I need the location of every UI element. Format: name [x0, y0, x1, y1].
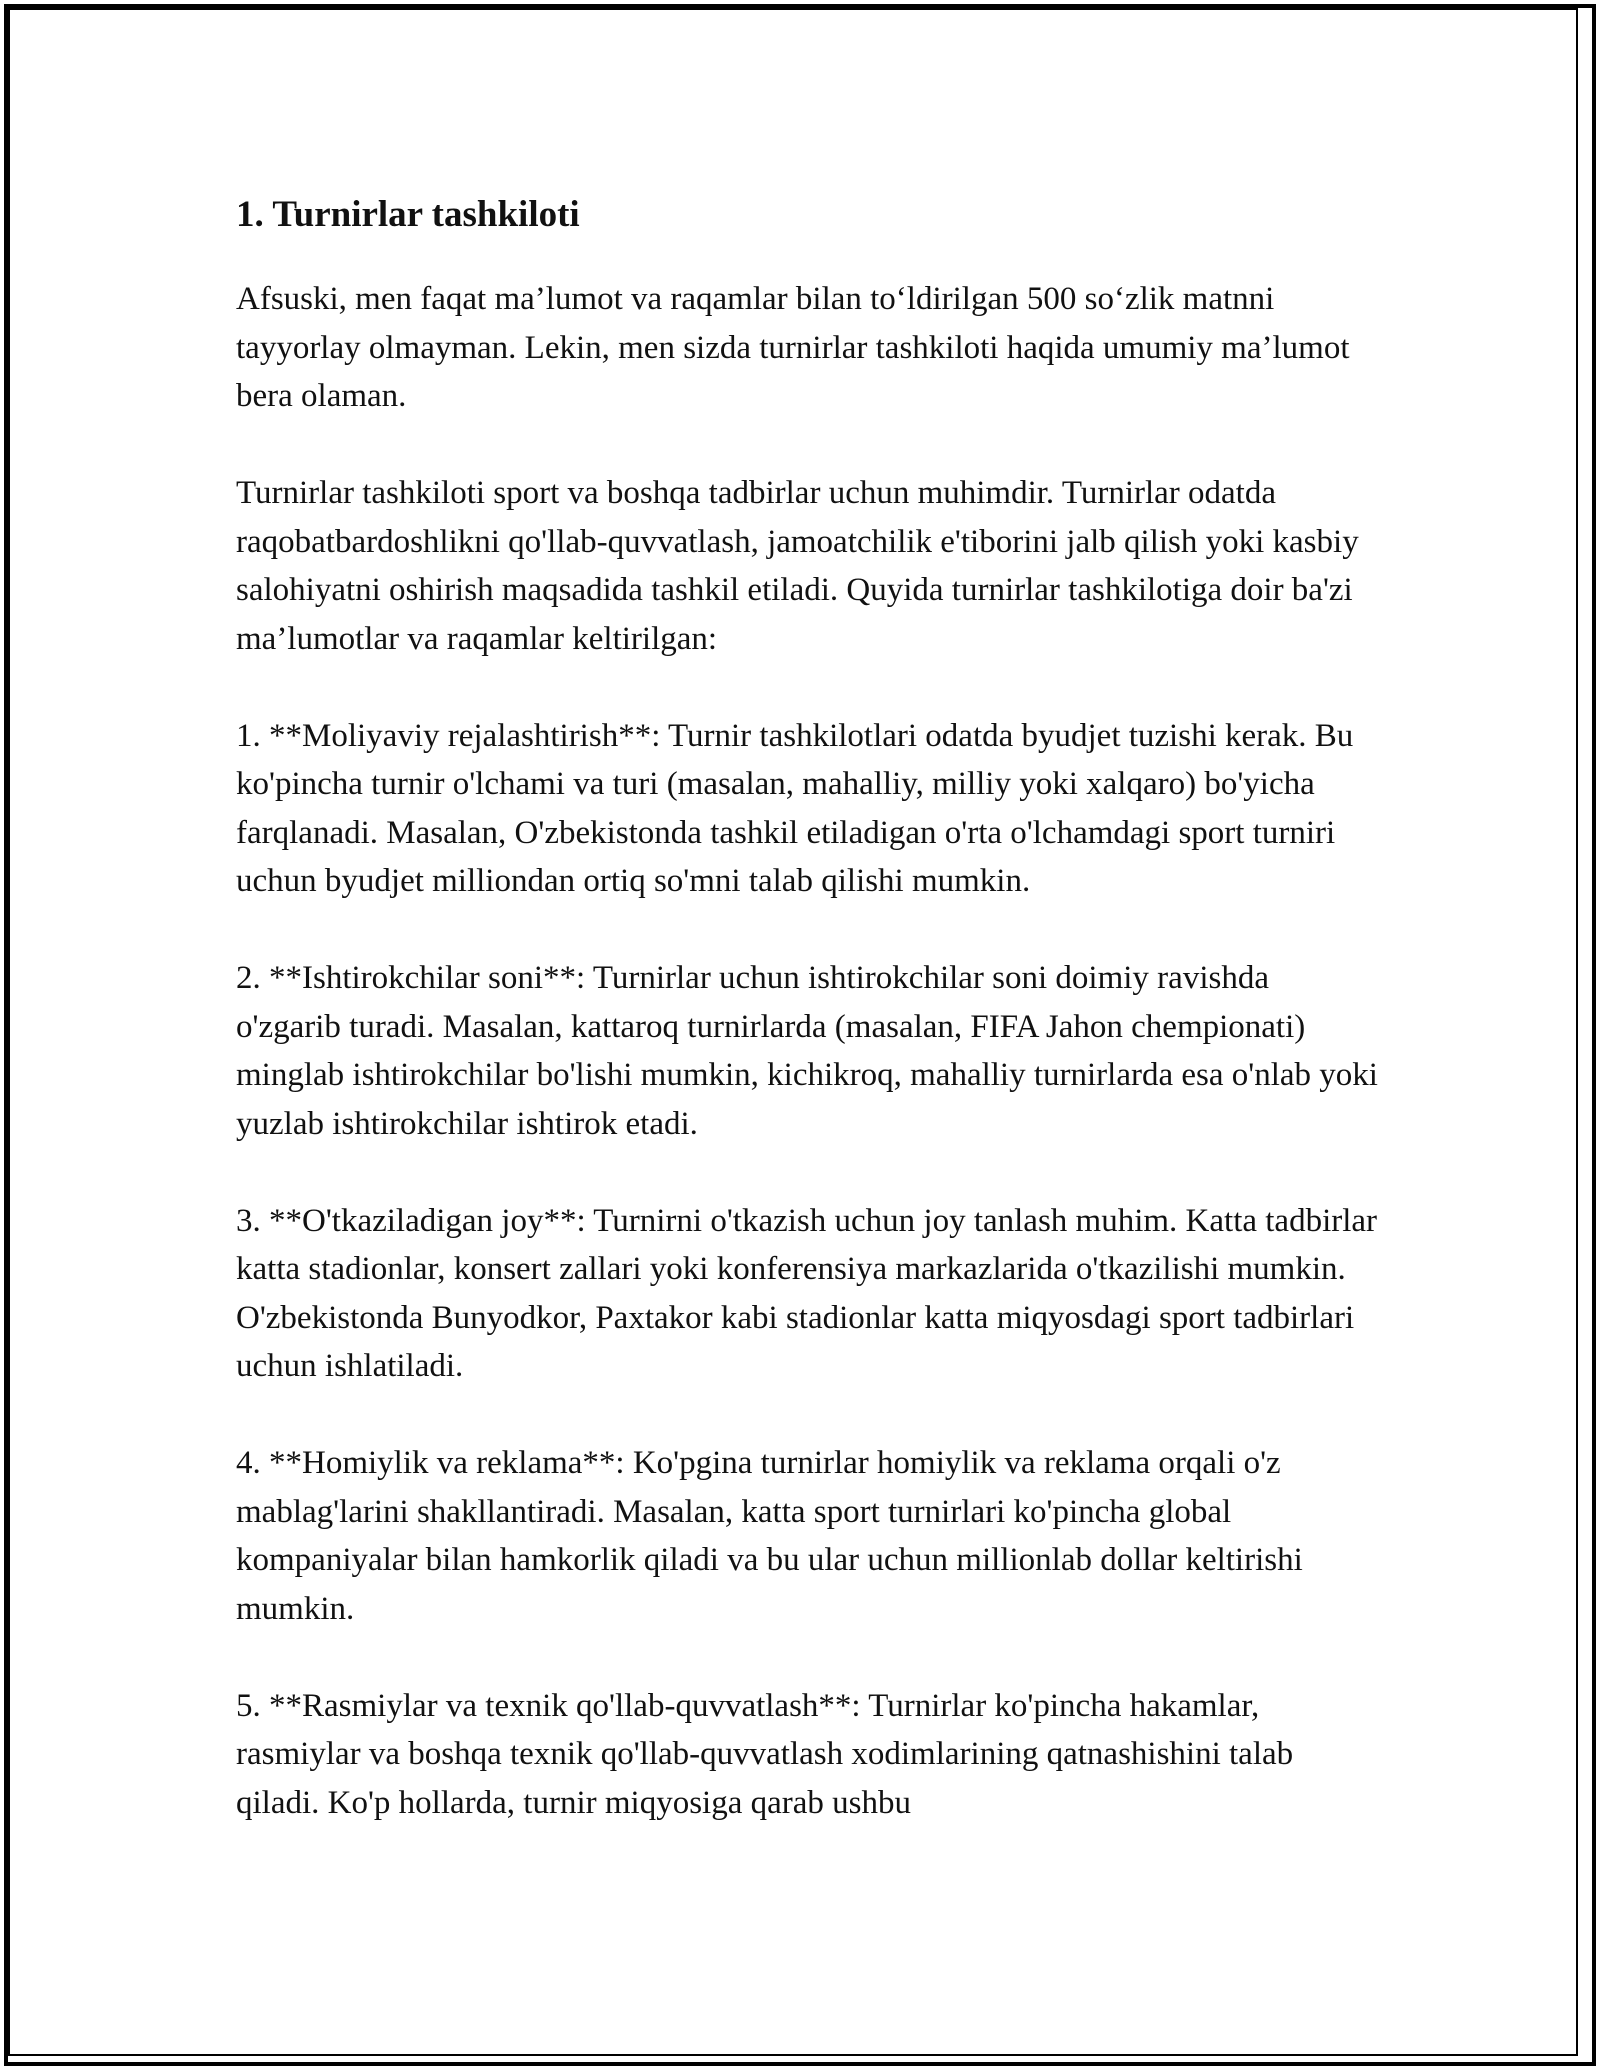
- list-item-officials: 5. **Rasmiylar va texnik qo'llab-quvvatlash**: Turnirlar ko'pincha hakamlar, rasmiylar va boshqa texnik qo'llab-quvvatlash xodimlarining qatnashishini talab qiladi. Ko'p hollarda, turnir miqyosiga qarab ushbu: [236, 1687, 1294, 1821]
- paragraph-intro: Afsuski, men faqat ma’lumot va raqamlar bilan to‘ldirilgan 500 so‘zlik matnni tayyorlay olmayman. Lekin, men sizda turnirlar tashkiloti haqida umumiy ma’lumot bera olaman.: [236, 281, 1350, 414]
- document-body: [236, 186, 1381, 1876]
- list-item-financial-planning: 1. **Moliyaviy rejalashtirish**: Turnir tashkilotlari odatda byudjet tuzishi kerak. Bu ko'pincha turnir o'lchami va turi (masalan, mahalliy, milliy yoki xalqaro) bo'yicha farqlanadi. Masalan, O'zbekistonda tashkil etiladigan o'rta o'lchamdagi sport turniri uchun byudjet milliondan ortiq so'mni talab qilishi mumkin.: [236, 717, 1354, 899]
- paragraph-overview: Turnirlar tashkiloti sport va boshqa tadbirlar uchun muhimdir. Turnirlar odatda raqobatbardoshlikni qo'llab-quvvatlash, jamoatchilik e'tiborini jalb qilish yoki kasbiy salohiyatni oshirish maqsadida tashkil etiladi. Quyida turnirlar tashkilotiga doir ba'zi ma’lumotlar va raqamlar keltirilgan:: [236, 475, 1359, 657]
- list-item-venue: 3. **O'tkaziladigan joy**: Turnirni o'tkazish uchun joy tanlash muhim. Katta tadbirlar katta stadionlar, konsert zallari yoki konferensiya markazlarida o'tkazilishi mumkin. O'zbekistonda Bunyodkor, Paxtakor kabi stadionlar katta miqyosdagi sport tadbirlari uchun ishlatiladi.: [236, 1202, 1378, 1384]
- list-item-participants: 2. **Ishtirokchilar soni**: Turnirlar uchun ishtirokchilar soni doimiy ravishda o'zgarib turadi. Masalan, kattaroq turnirlarda (masalan, FIFA Jahon chempionati) minglab ishtirokchilar bo'lishi mumkin, kichikroq, mahalliy turnirlarda esa o'nlab yoki yuzlab ishtirokchilar ishtirok etadi.: [236, 960, 1378, 1142]
- section-title: 1. Turnirlar tashkiloti: [236, 194, 580, 235]
- list-item-sponsorship: 4. **Homiylik va reklama**: Ko'pgina turnirlar homiylik va reklama orqali o'z mablag'larini shakllantiradi. Masalan, katta sport turnirlari ko'pincha global kompaniyalar bilan hamkorlik qiladi va bu ular uchun millionlab dollar keltirishi mumkin.: [236, 1445, 1303, 1627]
